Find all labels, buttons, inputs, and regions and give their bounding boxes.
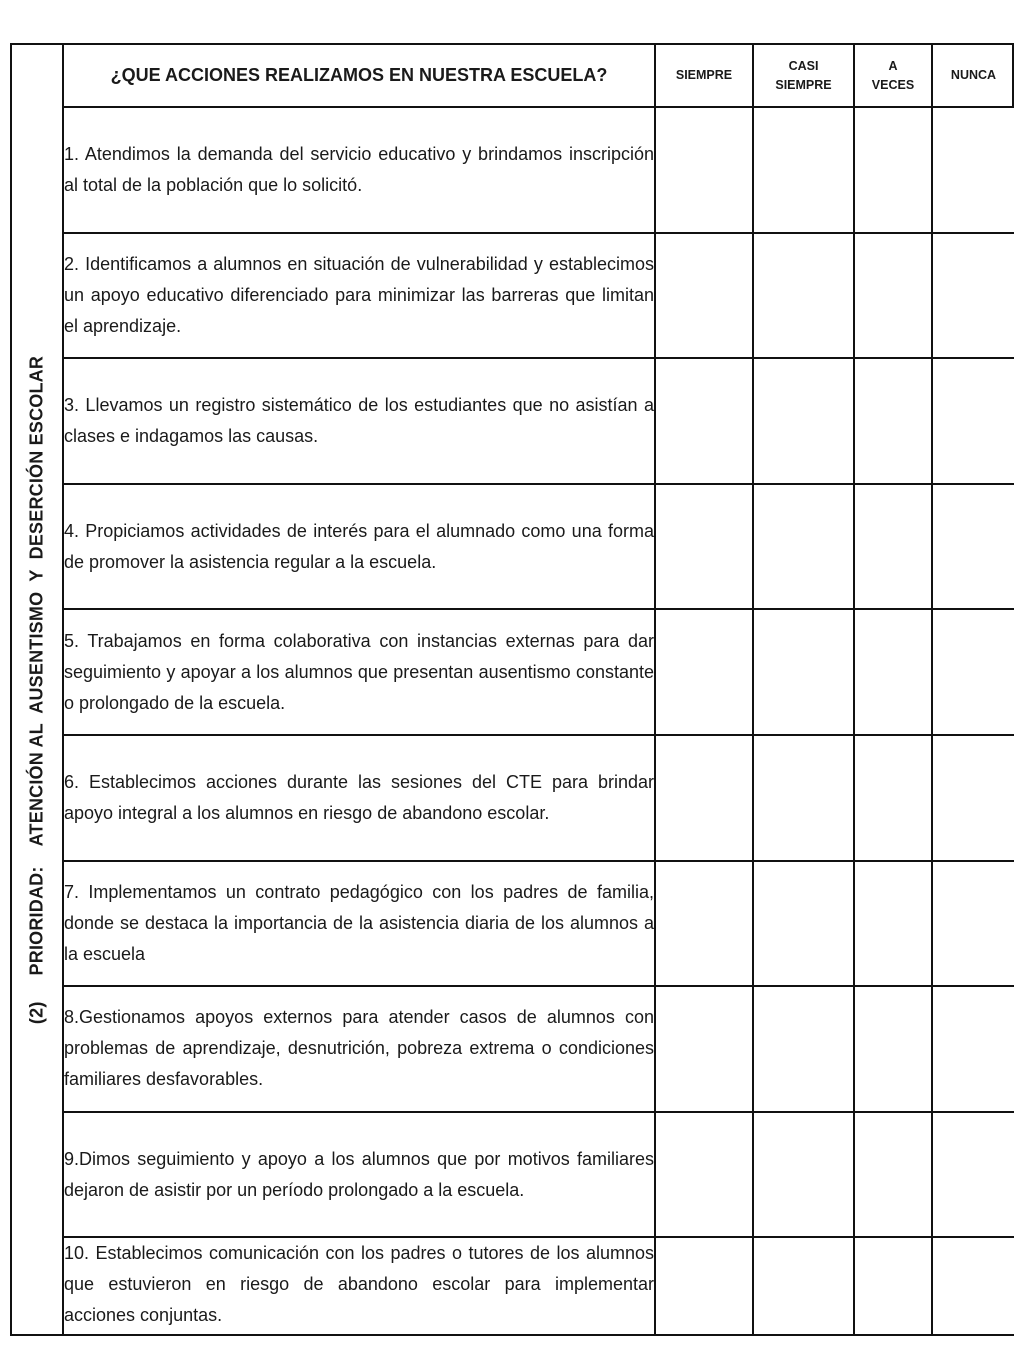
answer-cell-nunca[interactable] [932, 1237, 1014, 1334]
question-row [64, 861, 1014, 987]
answer-cell-siempre[interactable] [655, 986, 753, 1112]
question-row [64, 609, 1014, 735]
question-row [64, 358, 1014, 484]
question-text: 2. Identificamos a alumnos en situación de vulnerabilidad y establecimos un apoyo educativo diferenciado para minimizar las barreras que limitan el aprendizaje. [64, 233, 655, 359]
answer-cell-nunca[interactable] [932, 233, 1014, 359]
answer-cell-casi-siempre[interactable] [753, 861, 854, 987]
answer-cell-nunca[interactable] [932, 107, 1014, 233]
answer-cell-nunca[interactable] [932, 1112, 1014, 1238]
answer-cell-a-veces[interactable] [854, 609, 932, 735]
option-header-text: NUNCA [950, 68, 997, 83]
question-row [64, 1112, 1014, 1238]
answer-cell-siempre[interactable] [655, 107, 753, 233]
option-header-text: A [888, 58, 898, 73]
priority-side-column [12, 45, 64, 1334]
answer-cell-a-veces[interactable] [854, 107, 932, 233]
answer-cell-siempre[interactable] [655, 358, 753, 484]
question-row [64, 735, 1014, 861]
answer-cell-a-veces[interactable] [854, 1237, 932, 1334]
question-text: 3. Llevamos un registro sistemático de los estudiantes que no asistían a clases e indagamos las causas. [64, 358, 655, 484]
question-text: 8.Gestionamos apoyos externos para atender casos de alumnos con problemas de aprendizaje, desnutrición, pobreza extrema o condiciones familiares desfavorables. [64, 986, 655, 1112]
answer-cell-casi-siempre[interactable] [753, 1237, 854, 1334]
answer-cell-siempre[interactable] [655, 609, 753, 735]
answer-cell-nunca[interactable] [932, 484, 1014, 610]
question-row [64, 107, 1014, 233]
answer-cell-nunca[interactable] [932, 735, 1014, 861]
option-header-text: SIEMPRE [775, 77, 832, 92]
answer-cell-siempre[interactable] [655, 1237, 753, 1334]
option-header-text: VECES [871, 77, 915, 92]
option-header-nunca [932, 45, 1014, 107]
survey-sheet [10, 43, 1014, 1336]
question-text: 10. Establecimos comunicación con los padres o tutores de los alumnos que estuvieron en riesgo de abandono escolar para implementar acciones conjuntas. [64, 1237, 655, 1334]
question-row [64, 484, 1014, 610]
answer-cell-nunca[interactable] [932, 609, 1014, 735]
answer-cell-siempre[interactable] [655, 484, 753, 610]
answer-cell-nunca[interactable] [932, 861, 1014, 987]
question-header: ¿QUE ACCIONES REALIZAMOS EN NUESTRA ESCUELA? [64, 45, 655, 107]
question-text: 7. Implementamos un contrato pedagógico con los padres de familia, donde se destaca la importancia de la asistencia diaria de los alumnos a la escuela [64, 861, 655, 987]
answer-cell-a-veces[interactable] [854, 233, 932, 359]
answer-cell-casi-siempre[interactable] [753, 609, 854, 735]
option-header-text: CASI [788, 58, 819, 73]
question-row [64, 986, 1014, 1112]
header-row [64, 45, 1014, 107]
answer-cell-siempre[interactable] [655, 861, 753, 987]
option-header-casi-siempre [753, 45, 854, 107]
answer-cell-a-veces[interactable] [854, 735, 932, 861]
answer-cell-casi-siempre[interactable] [753, 986, 854, 1112]
answer-cell-a-veces[interactable] [854, 358, 932, 484]
answer-cell-a-veces[interactable] [854, 1112, 932, 1238]
answer-cell-siempre[interactable] [655, 735, 753, 861]
question-text: 5. Trabajamos en forma colaborativa con instancias externas para dar seguimiento y apoyar a los alumnos que presentan ausentismo constante o prolongado de la escuela. [64, 609, 655, 735]
answer-cell-casi-siempre[interactable] [753, 735, 854, 861]
answer-cell-nunca[interactable] [932, 986, 1014, 1112]
answer-cell-casi-siempre[interactable] [753, 358, 854, 484]
answer-cell-casi-siempre[interactable] [753, 484, 854, 610]
question-row [64, 233, 1014, 359]
question-text: 6. Establecimos acciones durante las sesiones del CTE para brindar apoyo integral a los alumnos en riesgo de abandono escolar. [64, 735, 655, 861]
question-row [64, 1237, 1014, 1334]
answer-cell-a-veces[interactable] [854, 986, 932, 1112]
answer-cell-siempre[interactable] [655, 233, 753, 359]
question-text: 1. Atendimos la demanda del servicio educativo y brindamos inscripción al total de la población que lo solicitó. [64, 107, 655, 233]
question-text: 9.Dimos seguimiento y apoyo a los alumnos que por motivos familiares dejaron de asistir por un período prolongado a la escuela. [64, 1112, 655, 1238]
option-header-siempre [655, 45, 753, 107]
answer-cell-a-veces[interactable] [854, 484, 932, 610]
question-text: 4. Propiciamos actividades de interés para el alumnado como una forma de promover la asistencia regular a la escuela. [64, 484, 655, 610]
answer-cell-a-veces[interactable] [854, 861, 932, 987]
answer-cell-nunca[interactable] [932, 358, 1014, 484]
answer-cell-casi-siempre[interactable] [753, 107, 854, 233]
answer-cell-casi-siempre[interactable] [753, 233, 854, 359]
option-header-text: SIEMPRE [675, 68, 733, 83]
answer-cell-siempre[interactable] [655, 1112, 753, 1238]
answer-cell-casi-siempre[interactable] [753, 1112, 854, 1238]
option-header-a-veces [854, 45, 932, 107]
survey-table [64, 45, 1014, 1334]
priority-label: (2) PRIORIDAD: ATENCIÓN AL AUSENTISMO Y DESERCIÓN ESCOLAR [26, 355, 47, 1024]
